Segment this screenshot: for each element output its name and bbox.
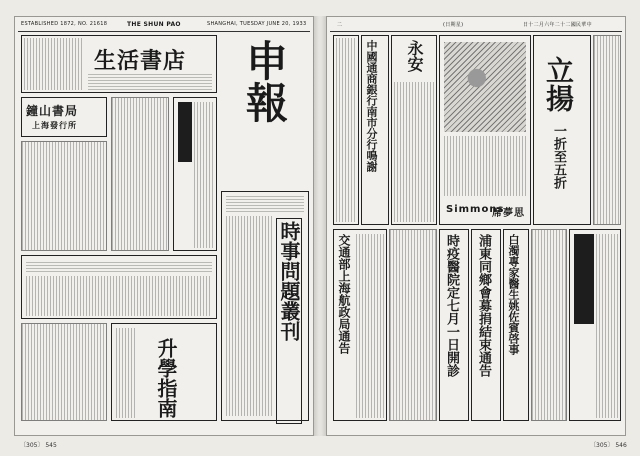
shipping-bureau-notice: [333, 229, 387, 421]
left-header-rule: [18, 31, 310, 32]
left-newspaper-page: [14, 16, 314, 436]
municipal-notices: [389, 229, 437, 421]
masthead-block: [221, 35, 309, 187]
zhongshan-bookstore-sub: 上海發行所: [32, 120, 77, 130]
publisher-ad-header: [26, 260, 212, 272]
middle-column-ads: [111, 97, 169, 251]
li-yang-discount: 一折至五折: [551, 124, 566, 189]
industrial-notice-text: [336, 38, 356, 222]
lower-left-ads: [21, 323, 107, 421]
book-list-text: [194, 102, 214, 248]
zhongshan-bookstore-title: 鐘山書局: [26, 104, 79, 118]
book-list-ad: [173, 97, 217, 251]
right-header-page-number: 二: [337, 22, 343, 28]
right-column-notices: [593, 35, 621, 225]
shareholder-banner: [574, 234, 594, 324]
bed-illustration: [444, 42, 526, 132]
zhongshan-bookstore-ad: [21, 97, 107, 137]
left-page-footer: 〔305〕 545: [20, 442, 57, 449]
pudong-notice-title: 浦東同鄉會募捐結束通告: [476, 234, 491, 377]
simmons-bed-ad: [439, 35, 531, 225]
life-bookstore-ad: [21, 35, 217, 93]
life-bookstore-ad-text: [24, 38, 82, 90]
publisher-ad-body: [26, 276, 212, 316]
industrial-notice: [333, 35, 359, 225]
life-bookstore-ad-list: [88, 74, 212, 90]
current-affairs-body-text: [226, 216, 272, 416]
eye-doctor-notice: [503, 229, 529, 421]
shareholder-text: [596, 234, 618, 418]
masthead-shun-pao: 申報: [240, 39, 289, 123]
book-gutter: [314, 16, 326, 436]
company-notices: [531, 229, 567, 421]
life-bookstore-title: 生活書店: [94, 48, 187, 74]
eye-doctor-title: 白濁專家醫生姚佐賓啓事: [507, 234, 520, 355]
current-affairs-header-text: [226, 196, 304, 212]
pudong-association-notice: [471, 229, 501, 421]
li-yang-sale-ad: [533, 35, 591, 225]
bank-notice: [361, 35, 389, 225]
clinic-notice: [439, 229, 469, 421]
right-header-date: 日十二月六年二十二國民華中: [523, 22, 592, 28]
left-column-ads: [21, 141, 107, 251]
shipping-bureau-title: 交通部上海航政局通告: [337, 234, 351, 354]
shareholder-meeting-notice: [569, 229, 621, 421]
shipping-bureau-text: [356, 234, 384, 418]
right-header-weekday: (日期星): [443, 22, 464, 28]
left-header-title: THE SHUN PAO: [127, 21, 181, 28]
li-yang-title: 立揚: [542, 56, 575, 112]
left-header-established: ESTABLISHED 1872, NO. 21618: [21, 21, 108, 27]
wing-on-savings-ad: [391, 35, 437, 225]
current-affairs-series-ad: [221, 191, 309, 421]
clinic-notice-title: 時疫醫院定七月一日開診: [444, 234, 459, 377]
bank-notice-title: 中國通商銀行南市分行鳴謝: [365, 40, 378, 172]
wing-on-title: 永安: [405, 40, 424, 72]
publisher-ad: [21, 255, 217, 319]
book-list-banner: [178, 102, 192, 162]
advancement-guide-title: 升學指南: [154, 338, 178, 418]
wing-on-text: [394, 82, 434, 222]
advancement-guide-text: [116, 328, 136, 418]
right-newspaper-page: [326, 16, 626, 436]
simmons-brand-english: Simmons: [446, 204, 505, 215]
right-page-footer: 〔305〕 546: [590, 442, 627, 449]
left-header-date: SHANGHAI, TUESDAY JUNE 20, 1933: [207, 21, 307, 27]
current-affairs-title: 時事問題叢刊: [276, 218, 302, 424]
simmons-brand-chinese: 席夢思: [492, 208, 525, 219]
simmons-ad-text: [444, 136, 526, 196]
advancement-guide-ad: [111, 323, 217, 421]
right-header-rule: [330, 31, 622, 32]
